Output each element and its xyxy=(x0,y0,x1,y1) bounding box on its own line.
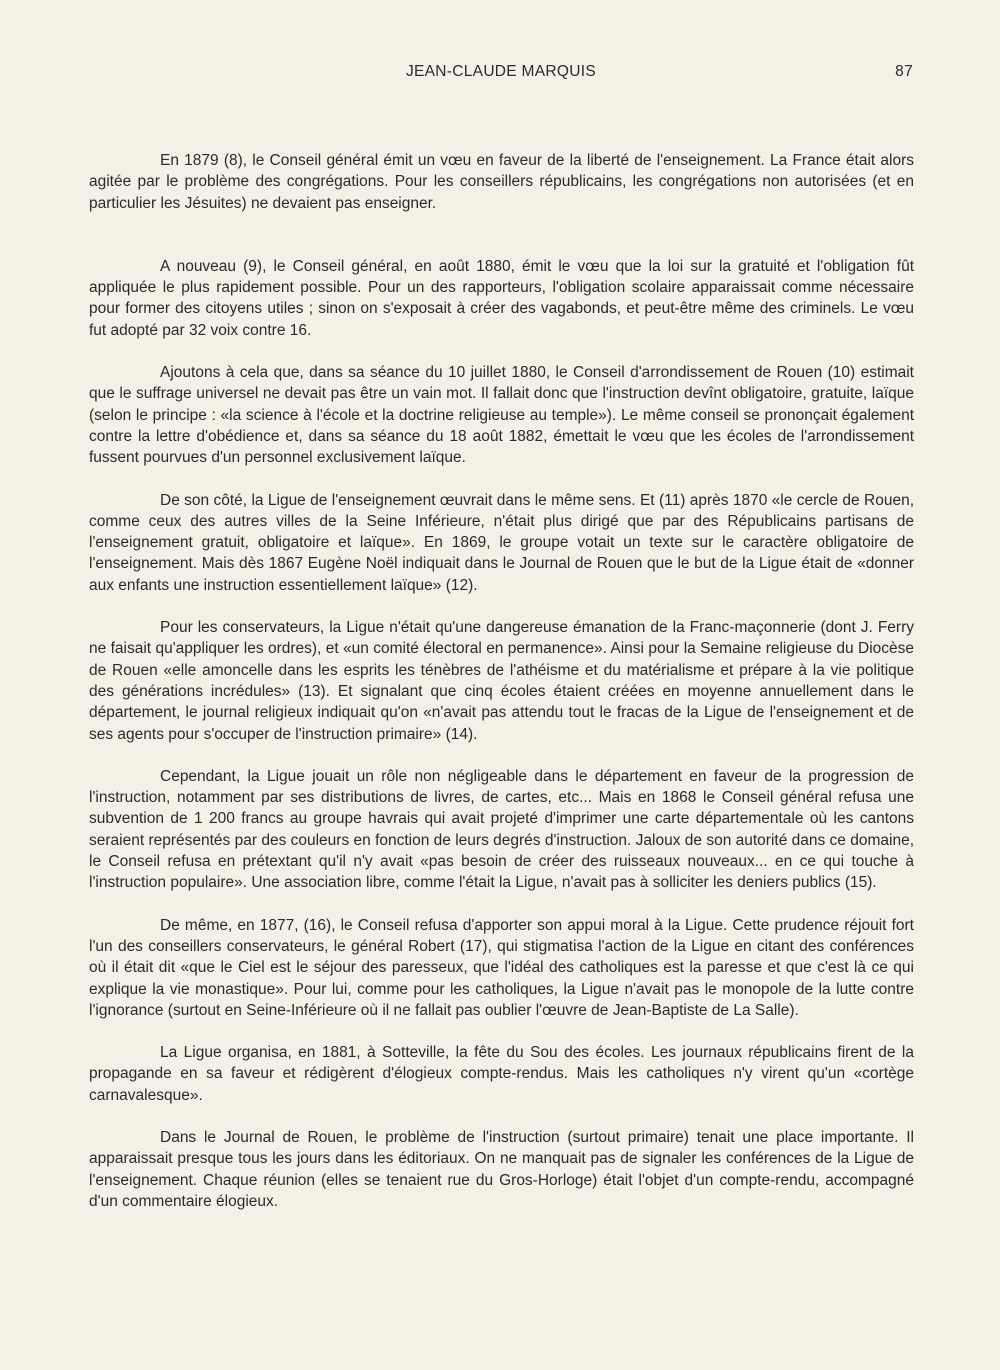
body-text xyxy=(89,150,914,1212)
running-header xyxy=(89,63,913,85)
paragraph: De même, en 1877, (16), le Conseil refusa d'apporter son appui moral à la Ligue. Cette prudence réjouit fort l'un des conseillers conservateurs, le général Robert (17), qui stigmatisa l'action de la Ligue en citant des conférences où il était dit «que le Ciel est le séjour des paresseux, que l'idéal des catholiques est la paresse et que c'est là ce qui explique la vie monastique». Pour lui, comme pour les catholiques, la Ligue n'avait pas le monopole de la lutte contre l'ignorance (surtout en Seine-Inférieure où il ne fallait pas oublier l'œuvre de Jean-Baptiste de La Salle). xyxy=(89,916,914,1019)
paragraph: Ajoutons à cela que, dans sa séance du 10 juillet 1880, le Conseil d'arrondissement de Rouen (10) estimait que le suffrage universel ne devait pas être un vain mot. Il fallait donc que l'instruction devînt obligatoire, gratuite, laïque (selon le principe : «la science à l'école et la doctrine religieuse au temple»). Le même conseil se prononçait également contre la lettre d'obédience et, dans sa séance du 18 août 1882, émettait le vœu que les écoles de l'arrondissement fussent pourvues d'un personnel exclusivement laïque. xyxy=(89,364,914,467)
paragraph: La Ligue organisa, en 1881, à Sotteville, la fête du Sou des écoles. Les journaux républicains firent de la propagande en sa faveur et rédigèrent d'élogieux compte-rendus. Mais les catholiques n'y virent qu'un «cortège carnavalesque». xyxy=(89,1044,914,1104)
paragraph: Cependant, la Ligue jouait un rôle non négligeable dans le département en faveur de la progression de l'instruction, notamment par ses distributions de livres, de cartes, etc... Mais en 1868 le Conseil général refusa une subvention de 1 200 francs au groupe havrais qui avait projeté d'imprimer une carte départementale où les cantons seraient représentés par des couleurs en fonction de leurs degrés d'instruction. Jaloux de son autorité dans ce domaine, le Conseil refusa en prétextant qu'il n'y avait «pas besoin de créer des ruisseaux nouveaux... en ce qui touche à l'instruction populaire». Une association libre, comme l'était la Ligue, n'avait pas à solliciter les deniers publics (15). xyxy=(89,767,914,892)
author-name: JEAN-CLAUDE MARQUIS xyxy=(405,63,596,80)
paragraph: Pour les conservateurs, la Ligue n'était qu'une dangereuse émanation de la Franc-maçonnerie (dont J. Ferry ne faisait qu'appliquer les ordres), et «un comité électoral en permanence». Ainsi pour la Semaine religieuse du Diocèse de Rouen «elle amoncelle dans les esprits les ténèbres de l'athéisme et du matérialisme et prépare à la vie politique des générations incrédules» (13). Et signalant que cinq écoles étaient créées en moyenne annuellement dans le département, le journal religieux indiquait qu'on «n'avait pas attendu tout le fracas de la Ligue de l'enseignement et de ses agents pour s'occuper de l'instruction primaire» (14). xyxy=(89,619,914,743)
paragraph: De son côté, la Ligue de l'enseignement œuvrait dans le même sens. Et (11) après 1870 «le cercle de Rouen, comme ceux des autres villes de la Seine Inférieure, n'était plus dirigé que par des Républicains partisans de l'enseignement gratuit, obligatoire et laïque». En 1869, le groupe votait un texte sur le caractère obligatoire de l'enseignement. Mais dès 1867 Eugène Noël indiquait dans le Journal de Rouen que le but de la Ligue était de «donner aux enfants une instruction essentiellement laïque» (12). xyxy=(89,491,914,594)
paragraph: En 1879 (8), le Conseil général émit un vœu en faveur de la liberté de l'enseignement. La France était alors agitée par le problème des congrégations. Pour les conseillers républicains, les congrégations non autorisées (et en particulier les Jésuites) ne devaient pas enseigner. xyxy=(89,152,914,212)
page-number: 87 xyxy=(895,63,913,80)
paragraph: Dans le Journal de Rouen, le problème de l'instruction (surtout primaire) tenait une place importante. Il apparaissait presque tous les jours dans les éditoriaux. On ne manquait pas de signaler les conférences de la Ligue de l'enseignement. Chaque réunion (elles se tenaient rue du Gros-Horloge) était l'objet d'un compte-rendu, accompagné d'un commentaire élogieux. xyxy=(89,1128,914,1210)
paragraph: A nouveau (9), le Conseil général, en août 1880, émit le vœu que la loi sur la gratuité et l'obligation fût appliquée le plus rapidement possible. Pour un des rapporteurs, l'obligation scolaire apparaissait comme nécessaire pour former des citoyens utiles ; sinon on s'exposait à créer des vagabonds, et peut-être même des criminels. Le vœu fut adopté par 32 voix contre 16. xyxy=(89,257,914,339)
